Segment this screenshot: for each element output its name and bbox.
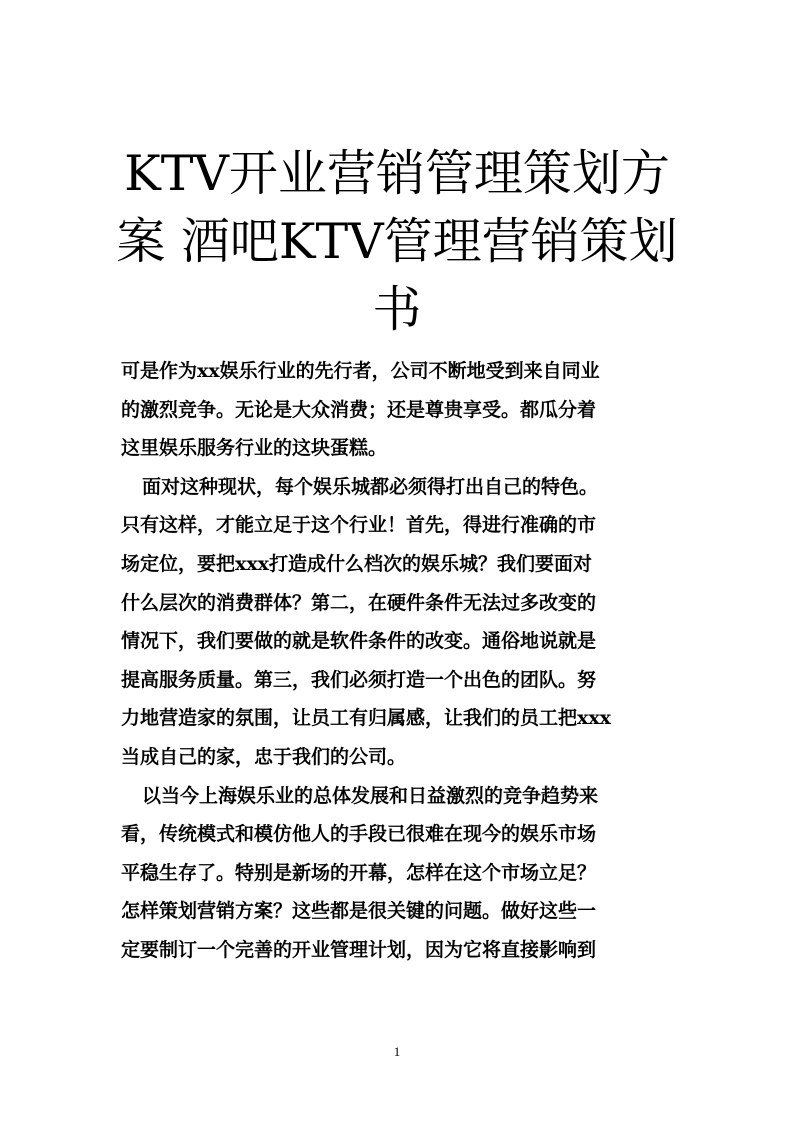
text-line: 当成自己的家，忠于我们的公司。 xyxy=(121,745,407,768)
title-line: 案 酒吧KTV管理营销策划 xyxy=(116,213,678,270)
text-line: 什么层次的消费群体？第二，在硬件条件无法过多改变的 xyxy=(121,591,597,614)
paragraph-3 xyxy=(121,777,681,970)
text-line: 怎样策划营销方案？这些都是很关键的问题。做好这些一 xyxy=(121,900,597,923)
title-line: KTV开业营销管理策划方 xyxy=(124,145,670,202)
text-line: 只有这样，才能立足于这个行业！首先，得进行准确的市 xyxy=(121,514,597,537)
title-line: 书 xyxy=(372,281,422,338)
text-line: 定要制订一个完善的开业管理计划，因为它将直接影响到 xyxy=(121,938,597,961)
text-line: 可是作为xx娱乐行业的先行者，公司不断地受到来自同业 xyxy=(121,360,600,382)
text-line: 提高服务质量。第三，我们必须打造一个出色的团队。努 xyxy=(121,668,597,691)
text-line: 力地营造家的氛围，让员工有归属感，让我们的员工把xxx xyxy=(121,707,611,730)
page-number: 1 xyxy=(393,1044,401,1059)
text-line: 平稳生存了。特别是新场的开幕，怎样在这个市场立足？ xyxy=(121,861,597,884)
text-line: 情况下，我们要做的就是软件条件的改变。通俗地说就是 xyxy=(121,630,597,653)
text-line: 以当今上海娱乐业的总体发展和日益激烈的竞争趋势来 xyxy=(142,784,599,807)
document-body xyxy=(121,352,681,970)
text-line: 这里娱乐服务行业的这块蛋糕。 xyxy=(121,437,388,460)
text-line: 场定位，要把xxx打造成什么档次的娱乐城？我们要面对 xyxy=(121,552,592,575)
text-line: 看，传统模式和模仿他人的手段已很难在现今的娱乐市场 xyxy=(121,823,597,846)
paragraph-2 xyxy=(121,468,681,777)
document-title xyxy=(100,140,694,344)
paragraph-1 xyxy=(121,352,681,468)
text-line: 面对这种现状，每个娱乐城都必须得打出自己的特色。 xyxy=(142,475,599,498)
text-line: 的激烈竞争。无论是大众消费；还是尊贵享受。都瓜分着 xyxy=(121,398,597,421)
